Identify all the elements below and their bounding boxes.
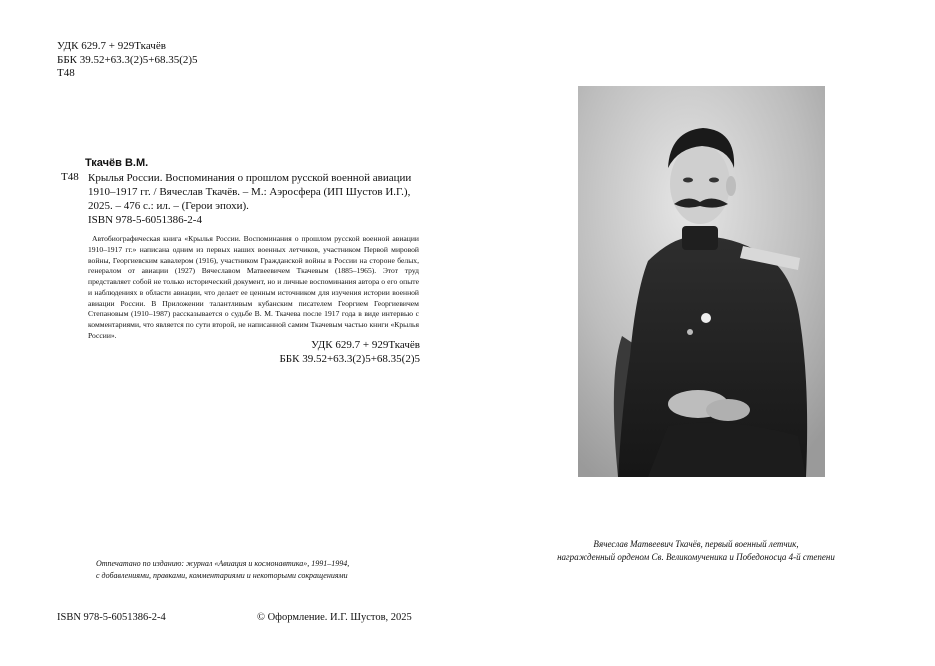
footer-isbn: ISBN 978-5-6051386-2-4 <box>57 612 166 623</box>
bib-line: 1910–1917 гг. / Вячеслав Ткачёв. – М.: Аэросфера (ИП Шустов И.Г.), <box>88 186 411 198</box>
bib-author-mark: Т48 <box>61 171 79 183</box>
udk-code-right: УДК 629.7 + 929Ткачёв <box>311 339 420 351</box>
photo-caption <box>548 538 844 564</box>
portrait-photo <box>578 86 825 477</box>
udk-code: УДК 629.7 + 929Ткачёв <box>57 40 166 52</box>
classification-codes-right <box>270 339 420 366</box>
footer-copyright: © Оформление. И.Г. Шустов, 2025 <box>257 612 412 623</box>
classification-codes <box>57 40 198 81</box>
bib-line: 2025. – 476 с.: ил. – (Герои эпохи). <box>88 200 249 212</box>
bib-author: Ткачёв В.М. <box>85 157 149 169</box>
annotation-text: Автобиографическая книга «Крылья России. Воспоминания о прошлом русской военной авиации 1910–1917 гг.» написана одним из первых наших военных летчиков, участником Первой мировой войны, Георгиевским кавалером (1916), участником Гражданской войны в России на стороне белых, генералом от авиации (1927) Вячеславом Матвеевичем Ткачевым (1885–1965). Этот труд представляет собой не только исторический документ, но и личные воспоминания автора о его опыте и наблюдениях в области авиации, что делает ее ценным источником для изучения истории военной авиации России. В Приложении талантливым кубанским писателем Георгием Георгиевичем Степановым (1910–1987) рассказывается о судьбе В. М. Ткачева после 1917 года в виде интервью с комментариями, что является по сути второй, не написанной самим Ткачевым частью книги «Крылья России». <box>88 234 419 340</box>
bbk-code-right: ББК 39.52+63.3(2)5+68.35(2)5 <box>279 352 420 365</box>
author-mark: Т48 <box>57 67 75 79</box>
caption-line: награжденный орденом Св. Великомученика и Победоносца 4-й степени <box>557 552 835 562</box>
portrait-illustration <box>578 86 825 477</box>
caption-line: Вячеслав Матвеевич Ткачёв, первый военный летчик, <box>593 539 799 549</box>
source-note <box>96 558 396 582</box>
bib-isbn: ISBN 978-5-6051386-2-4 <box>88 214 202 226</box>
bbk-code: ББК 39.52+63.3(2)5+68.35(2)5 <box>57 53 198 66</box>
source-note-line: с добавлениями, правками, комментариями и некоторыми сокращениями <box>96 571 348 580</box>
bib-line: Крылья России. Воспоминания о прошлом русской военной авиации <box>88 172 412 184</box>
bibliographic-description <box>88 171 422 227</box>
source-note-line: Отпечатано по изданию: журнал «Авиация и космонавтика», 1991–1994, <box>96 559 350 568</box>
